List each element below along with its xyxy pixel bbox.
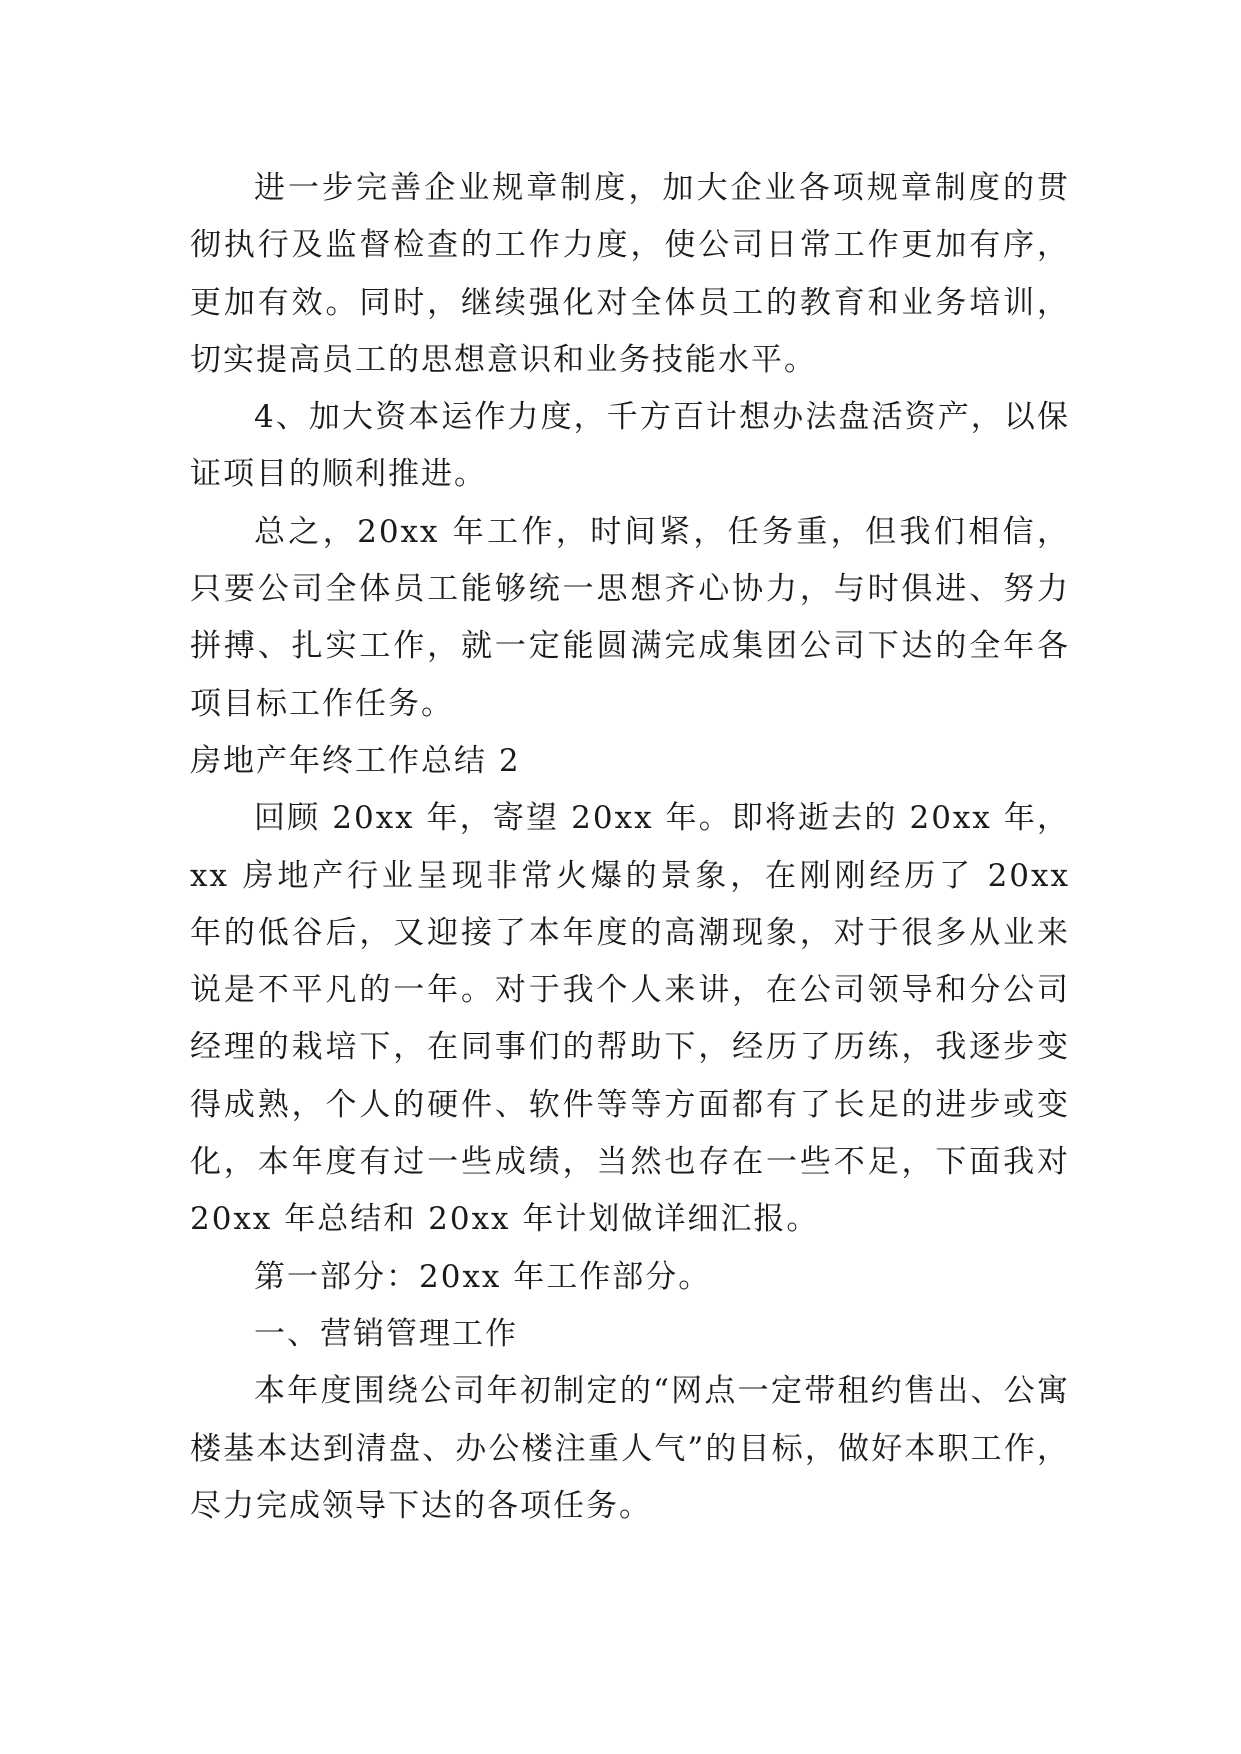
document-page: [190, 160, 1070, 1535]
body-paragraph: 一、营销管理工作: [254, 1315, 518, 1352]
section-title: 房地产年终工作总结 2: [190, 742, 521, 779]
body-paragraph: 总之，20xx 年工作，时间紧，任务重，但我们相信，只要公司全体员工能够统一思想齐心协力，与时俱进、努力拼搏、扎实工作，就一定能圆满完成集团公司下达的全年各项目标工作任务。: [190, 513, 1070, 722]
body-paragraph: 回顾 20xx 年，寄望 20xx 年。即将逝去的 20xx 年，xx 房地产行业呈现非常火爆的景象，在刚刚经历了 20xx 年的低谷后，又迎接了本年度的高潮现象，对于很多从业来说是不平凡的一年。对于我个人来讲，在公司领导和分公司经理的栽培下，在同事们的帮助下，经历了历练，我逐步变得成熟，个人的硬件、软件等等方面都有了长足的进步或变化，本年度有过一些成绩，当然也存在一些不足，下面我对 20xx 年总结和 20xx 年计划做详细汇报。: [190, 800, 1070, 1238]
body-paragraph: 4、加大资本运作力度，千方百计想办法盘活资产，以保证项目的顺利推进。: [190, 399, 1070, 493]
body-paragraph: 第一部分：20xx 年工作部分。: [254, 1258, 712, 1295]
body-paragraph: 本年度围绕公司年初制定的“网点一定带租约售出、公寓楼基本达到清盘、办公楼注重人气”的目标，做好本职工作，尽力完成领导下达的各项任务。: [190, 1373, 1070, 1524]
body-paragraph: 进一步完善企业规章制度，加大企业各项规章制度的贯彻执行及监督检查的工作力度，使公司日常工作更加有序，更加有效。同时，继续强化对全体员工的教育和业务培训，切实提高员工的思想意识和业务技能水平。: [190, 170, 1070, 378]
